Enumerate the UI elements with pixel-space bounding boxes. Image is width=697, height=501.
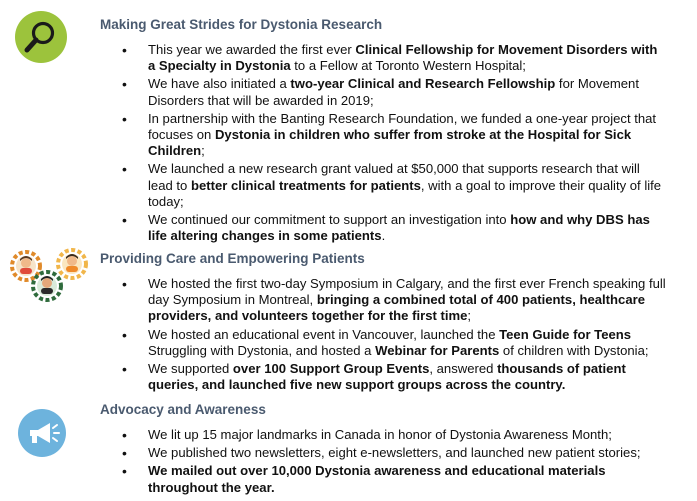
- bold-text: Webinar for Parents: [375, 342, 500, 358]
- text-run: We have also initiated a: [148, 76, 291, 92]
- text-run: .: [381, 228, 386, 244]
- text-run: We continued our commitment to support an investigation into: [148, 212, 511, 228]
- bullet-item: [118, 161, 666, 210]
- bullet-list-advocacy: [118, 427, 666, 498]
- text-run: ;: [201, 143, 205, 159]
- bullet-item: [118, 212, 666, 244]
- section-title-research: Making Great Strides for Dystonia Research: [100, 17, 383, 32]
- bold-text: how and why DBS has life altering changes in some patients: [148, 212, 650, 244]
- bullet-item: [118, 463, 666, 495]
- text-run: In partnership with the Banting Research Foundation, we funded a one-year project that focuses on: [148, 110, 657, 143]
- bullet-item: [118, 76, 666, 108]
- text-run: , answered: [429, 361, 498, 377]
- bold-text: thousands of patient queries, and launched five new support groups across the country.: [148, 361, 626, 393]
- text-run: , with a goal to improve their quality of life today;: [148, 177, 662, 209]
- section-title-advocacy: Advocacy and Awareness: [100, 402, 266, 417]
- text-run: We hosted the first two-day Symposium in Calgary, and the first ever French speaking full day Symposium in Montreal,: [148, 276, 666, 308]
- bold-text: two-year Clinical and Research Fellowship: [290, 76, 556, 92]
- megaphone-icon: [17, 408, 67, 458]
- text-run: for Movement Disorders that will be awarded in 2019;: [148, 76, 639, 108]
- bold-text: Teen Guide for Teens: [499, 326, 632, 342]
- text-run: We hosted an educational event in Vancouver, launched the: [148, 326, 500, 342]
- bold-text: over 100 Support Group Events: [232, 361, 430, 377]
- bold-text: We mailed out over 10,000 Dystonia awareness and educational materials throughout the year.: [148, 463, 606, 495]
- bullet-item: [118, 361, 666, 393]
- text-run: to a Fellow at Toronto Western Hospital;: [290, 58, 526, 74]
- text-run: Struggling with Dystonia, and hosted a: [148, 342, 376, 358]
- text-run: We supported: [148, 361, 233, 377]
- bold-text: Dystonia in children who suffer from stroke at the Hospital for Sick Children: [148, 127, 632, 159]
- bullet-item: [118, 111, 666, 160]
- bold-text: bringing a combined total of 400 patients, healthcare providers, and volunteers together for the first time: [148, 292, 645, 324]
- bold-text: better clinical treatments for patients: [190, 177, 421, 193]
- text-run: We lit up 15 major landmarks in Canada in honor of Dystonia Awareness Month;: [148, 427, 612, 442]
- people-gears-icon: [8, 246, 90, 304]
- text-run: This year we awarded the first ever: [148, 42, 356, 57]
- bullet-item: [118, 42, 666, 74]
- text-run: of children with Dystonia;: [499, 342, 649, 358]
- bold-text: Clinical Fellowship for Movement Disorders with a Specialty in Dystonia: [148, 42, 658, 74]
- text-run: We published two newsletters, eight e-newsletters, and launched new patient stories;: [148, 445, 641, 461]
- bullet-list-care: [118, 276, 666, 395]
- bullet-item: [118, 445, 666, 461]
- bullet-item: [118, 427, 666, 443]
- text-run: ;: [467, 308, 472, 324]
- bullet-list-research: [118, 42, 666, 246]
- bullet-item: [118, 327, 666, 359]
- magnifying-glass-icon: [14, 10, 68, 64]
- section-title-care: Providing Care and Empowering Patients: [100, 251, 365, 266]
- bullet-item: [118, 276, 666, 325]
- text-run: We launched a new research grant valued at $50,000 that supports research that will lead to: [148, 161, 640, 193]
